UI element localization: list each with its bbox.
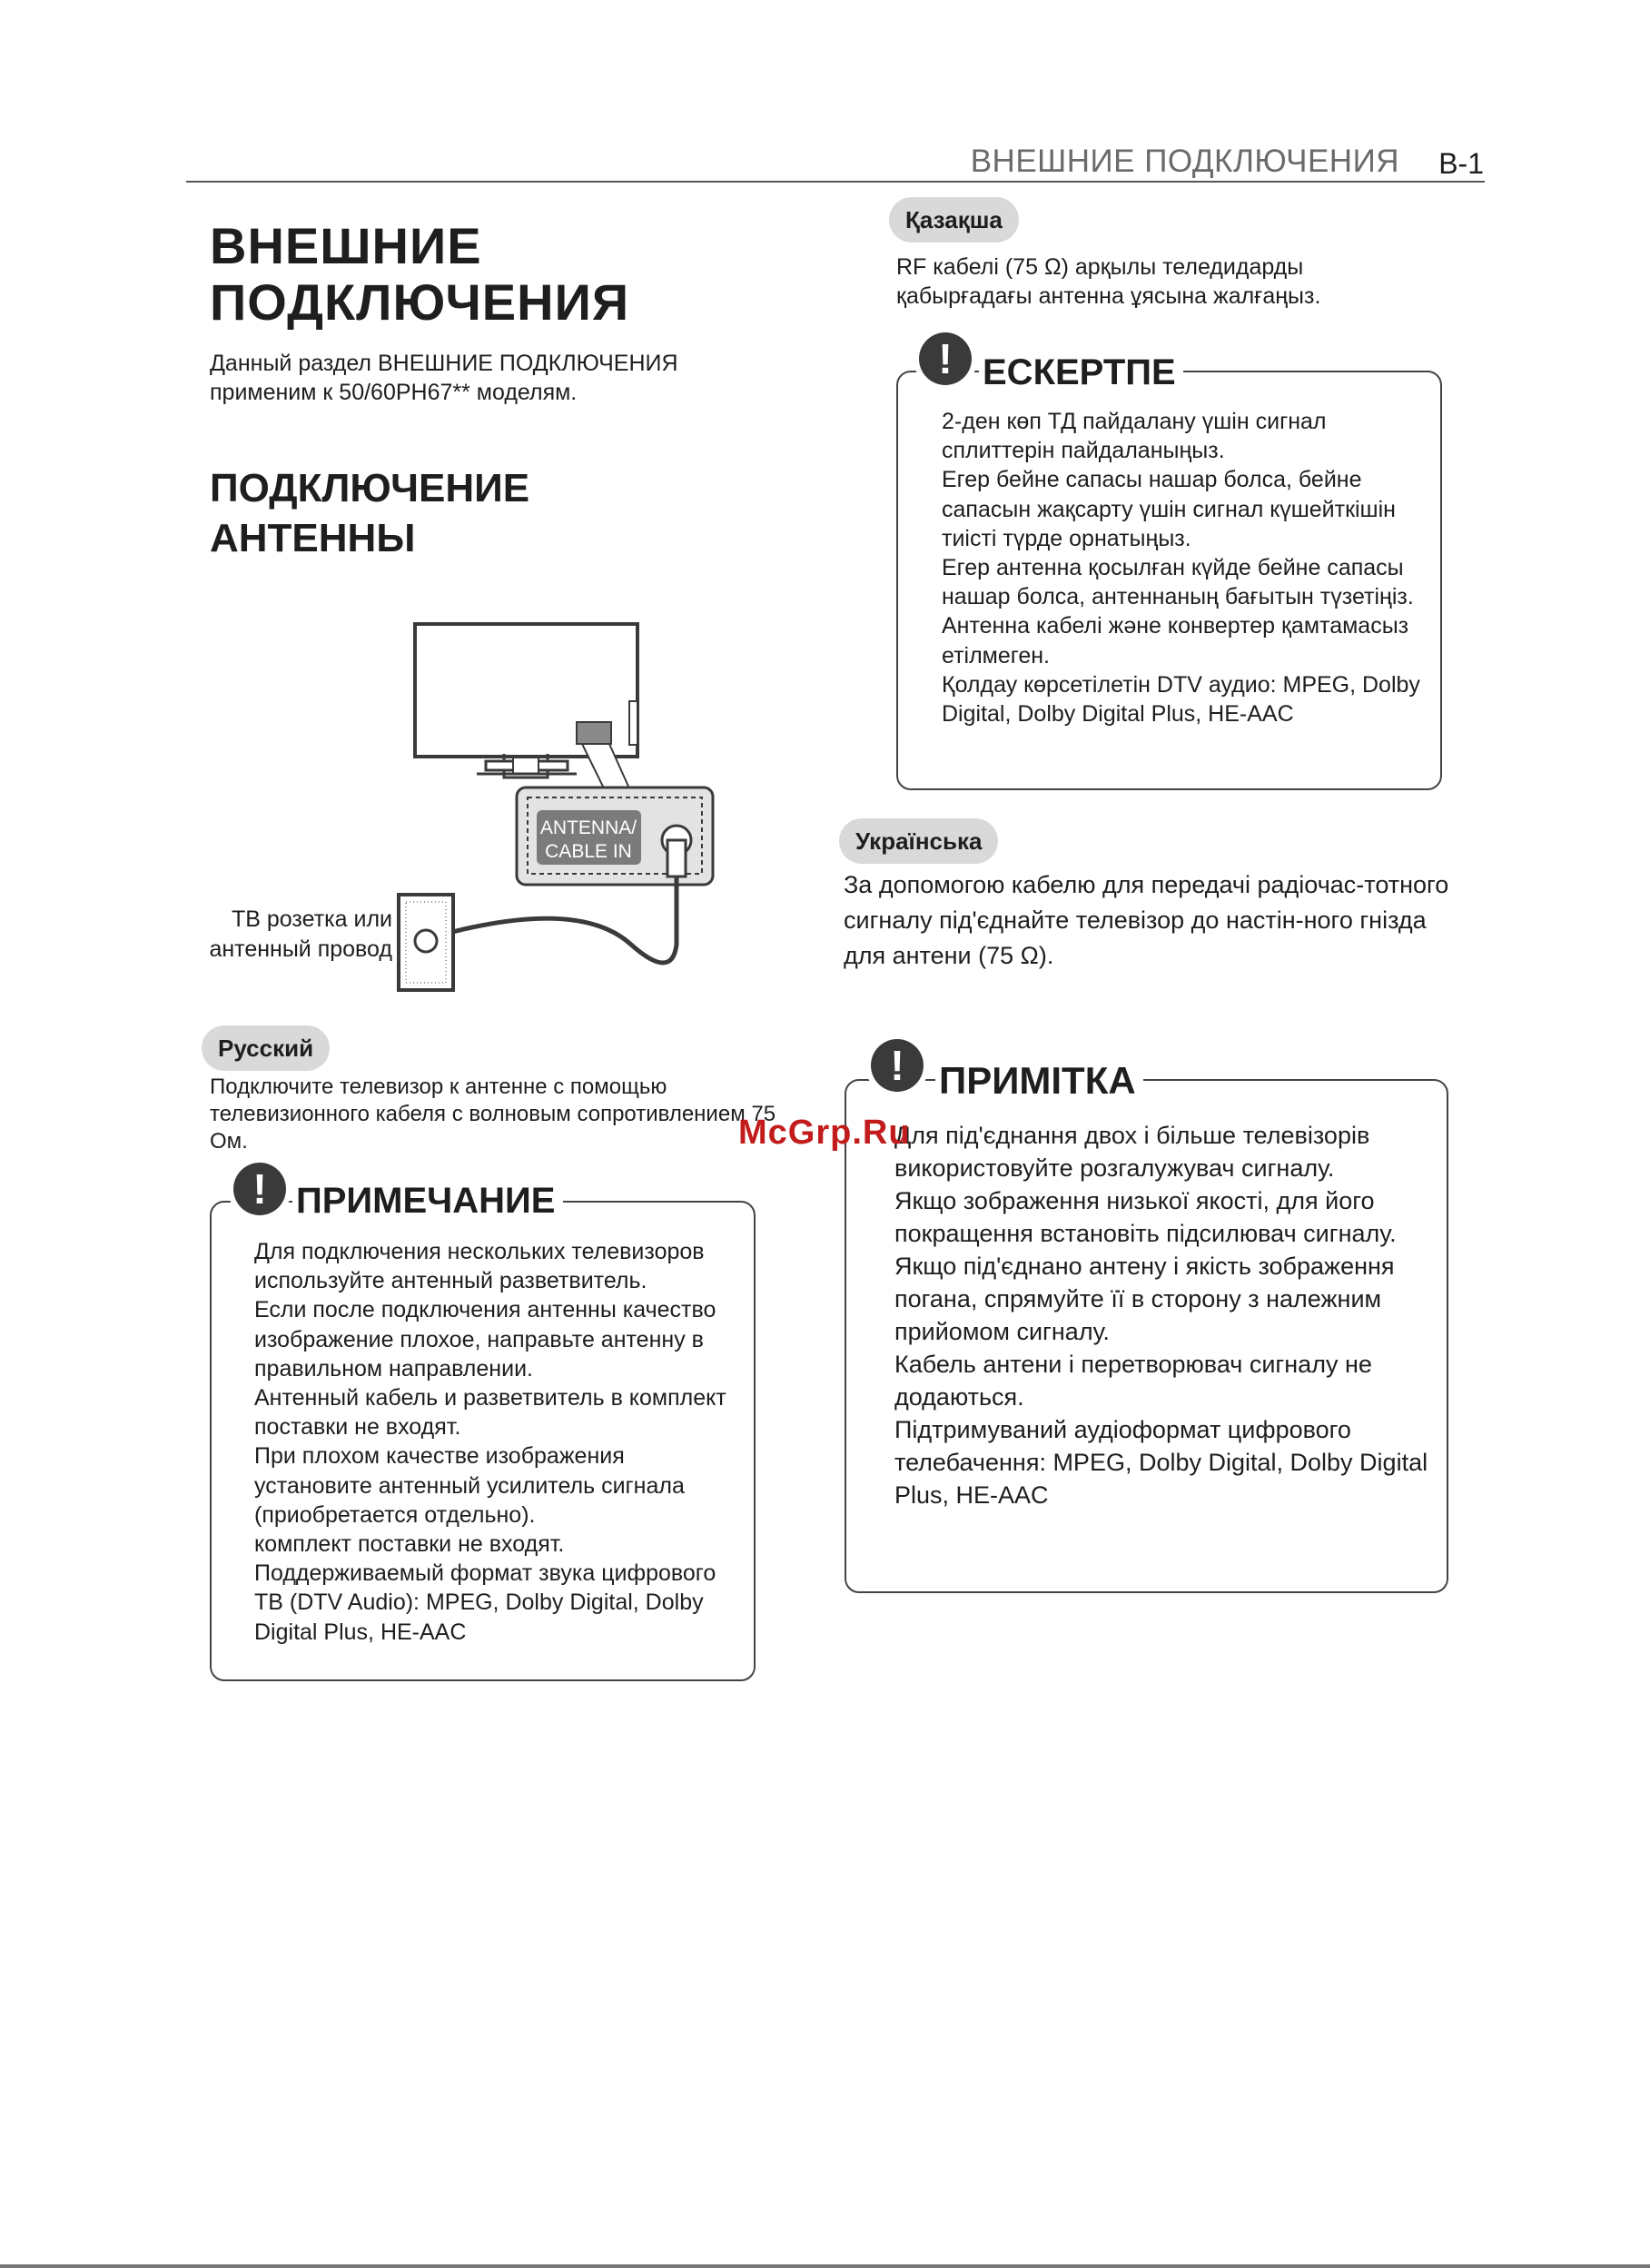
page-title	[210, 218, 845, 331]
wall-outlet-label-line1: ТВ розетка или	[232, 906, 392, 932]
running-header-title: ВНЕШНИЕ ПОДКЛЮЧЕНИЯ	[970, 144, 1399, 179]
bottom-edge-rule	[0, 2264, 1650, 2268]
ukrainian-note-body: Для під'єднання двох і більше телевізорів використовуйте розгалужувач сигналу. Якщо зображення низької якості, для його покращення встановіть підсилювач сигналу. Якщо під'єднано антену і якість зображення погана, спрямуйте її в сторону з належним прийомом сигналу. Кабель антени і перетворювач сигналу не додаються. Підтримуваний аудіоформат цифрового телебачення: MPEG, Dolby Digital, Dolby Digital Plus, HE-AAC	[894, 1122, 1428, 1509]
antenna-port-label-line1: ANTENNA/	[539, 817, 637, 838]
russian-note-body: Для подключения нескольких телевизоров используйте антенный разветвитель. Если после подключения антенны качество изображение плохое, направьте антенну в правильном направлении. Антенный кабель и разветвитель в комплект поставки не входят. При плохом качестве изображения установите антенный усилитель сигнала (приобретается отдельно). комплект поставки не входят. Поддерживаемый формат звука цифрового ТВ (DTV Audio): MPEG, Dolby Digital, Dolby Digital Plus, HE-AAC	[254, 1239, 726, 1645]
intro-paragraph: Данный раздел ВНЕШНИЕ ПОДКЛЮЧЕНИЯ применим к 50/60PH67** моделям.	[210, 351, 678, 405]
coax-plug	[667, 840, 686, 876]
watermark: McGrp.Ru	[738, 1114, 911, 1152]
antenna-connection-diagram	[386, 618, 731, 999]
kazakh-note-title: ЕСКЕРТПЕ	[979, 351, 1183, 394]
russian-instruction: Подключите телевизор к антенне с помощью телевизионного кабеля с волновым сопротивлением 75 Ом.	[210, 1075, 776, 1154]
header-divider	[186, 181, 1485, 183]
wall-outlet-label-line2: антенный провод	[209, 936, 392, 962]
ukrainian-instruction: За допомогою кабелю для передачі радіочас-тотного сигналу під'єднайте телевізор до настін-ного гнізда для антени (75 Ω).	[844, 871, 1449, 969]
lang-badge-ukrainian: Українська	[839, 818, 998, 864]
ukrainian-note-title: ПРИМІТКА	[935, 1059, 1143, 1103]
page-title-line2: ПОДКЛЮЧЕНИЯ	[210, 273, 630, 331]
tv-antenna-port	[577, 722, 611, 744]
page-title-line1: ВНЕШНИЕ	[210, 217, 482, 274]
kazakh-note-body: 2-ден көп ТД пайдалану үшін сигнал сплиттерін пайдаланыңыз. Егер бейне сапасы нашар болса, бейне сапасын жақсарту үшін сигнал күшейткішін тиісті түрде орнатыңыз. Егер антенна қосылған күйде бейне сапасы нашар болса, антеннаның бағытын түзетіңіз. Антенна кабелі және конвертер қамтамасыз етілмеген. Қолдау көрсетілетін DTV аудио: MPEG, Dolby Digital, Dolby Digital Plus, HE-AAC	[942, 409, 1420, 728]
section-title	[210, 463, 755, 563]
kazakh-instruction: RF кабелі (75 Ω) арқылы теледидарды қабырғадағы антенна ұясына жалғаңыз.	[896, 254, 1321, 309]
wall-outlet-label	[193, 905, 392, 965]
warning-icon: !	[233, 1163, 286, 1215]
lang-badge-russian: Русский	[202, 1025, 330, 1071]
section-title-line2: АНТЕННЫ	[210, 516, 416, 560]
russian-note-title: ПРИМЕЧАНИЕ	[292, 1179, 563, 1223]
antenna-cable	[422, 876, 677, 963]
wall-outlet-socket	[415, 930, 437, 952]
warning-icon: !	[871, 1039, 924, 1092]
warning-icon: !	[919, 332, 972, 385]
section-title-line1: ПОДКЛЮЧЕНИЕ	[210, 466, 530, 510]
page-number: B-1	[1438, 147, 1484, 180]
antenna-port-label-line2: CABLE IN	[545, 841, 632, 862]
lang-badge-kazakh: Қазақша	[889, 197, 1019, 243]
